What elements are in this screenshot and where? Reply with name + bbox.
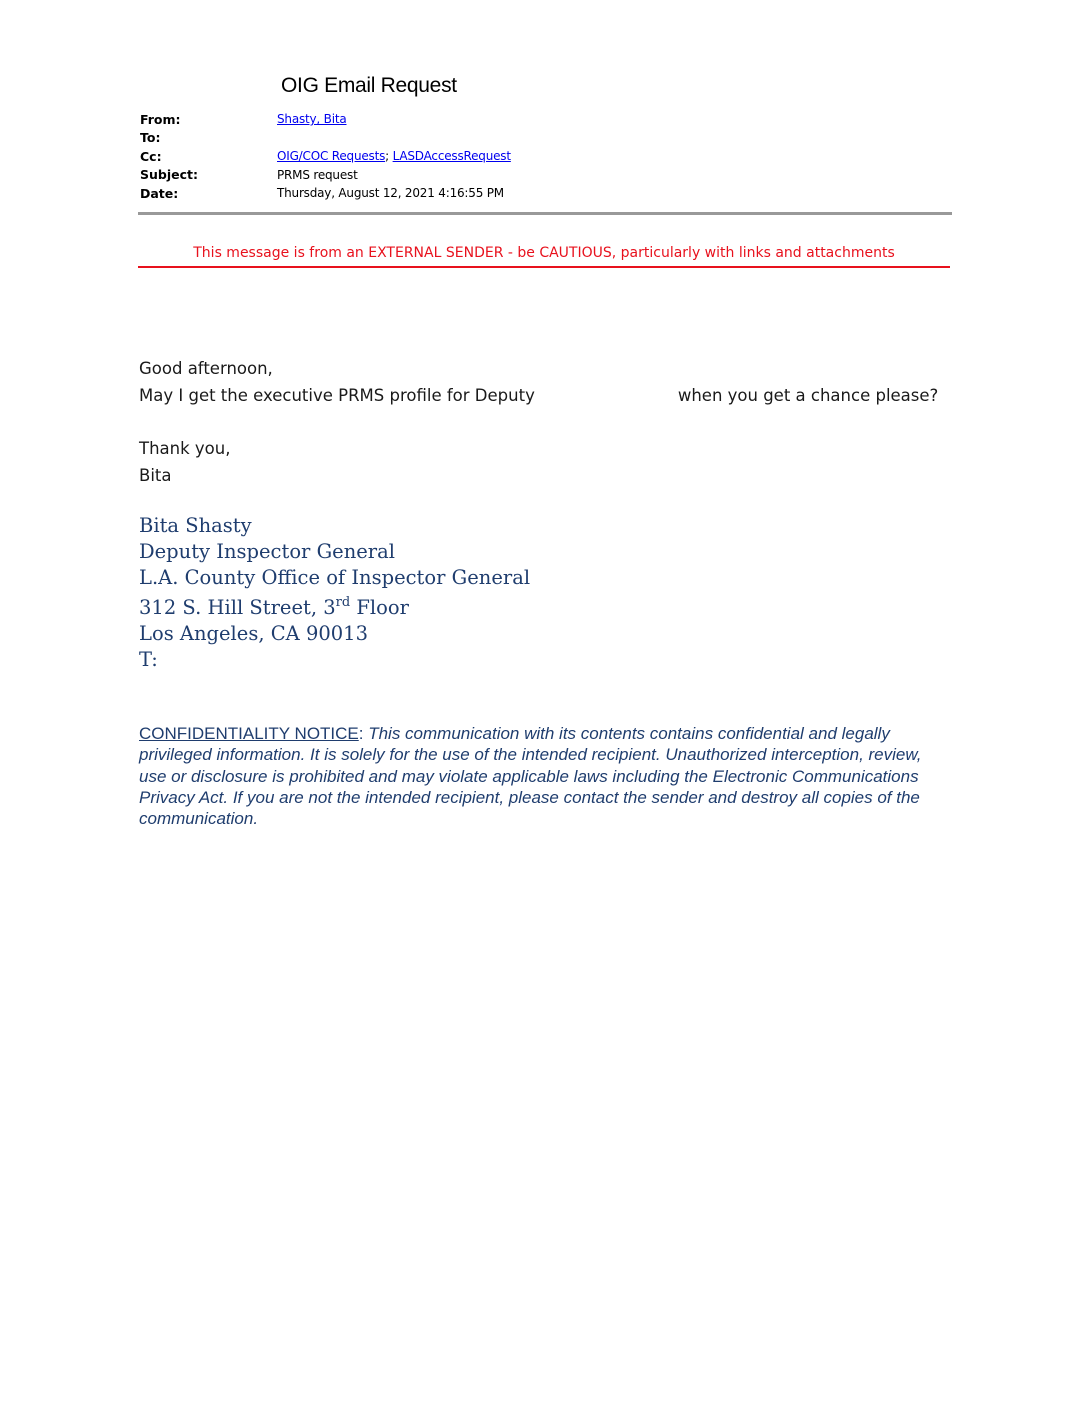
cc-link-oig-coc[interactable]: OIG/COC Requests	[277, 149, 386, 164]
warning-underline	[138, 266, 950, 268]
subject-value: PRMS request	[277, 167, 358, 182]
email-body	[139, 355, 938, 489]
signature-address	[139, 595, 530, 621]
cc-label: Cc:	[140, 148, 162, 164]
email-signature	[139, 513, 530, 673]
notice-colon: :	[358, 724, 369, 743]
address-floor: Floor	[350, 596, 409, 619]
date-label: Date:	[140, 185, 179, 201]
email-header	[140, 110, 511, 203]
closing: Thank you,	[139, 439, 231, 458]
header-row-to	[140, 129, 511, 148]
date-value: Thursday, August 12, 2021 4:16:55 PM	[277, 186, 504, 201]
cc-separator: ;	[385, 149, 393, 164]
external-sender-warning: This message is from an EXTERNAL SENDER - be CAUTIOUS, particularly with links and attachments	[193, 245, 895, 261]
address-ordinal: rd	[335, 595, 351, 610]
to-label: To:	[140, 130, 161, 146]
signature-phone-label: T:	[139, 648, 158, 671]
cc-value	[277, 149, 511, 163]
header-row-from	[140, 110, 511, 129]
signature-city: Los Angeles, CA 90013	[139, 622, 368, 645]
from-label: From:	[140, 111, 181, 127]
request-part-1: May I get the executive PRMS profile for Deputy	[139, 386, 535, 405]
greeting: Good afternoon,	[139, 359, 273, 378]
notice-text: This communication with its contents contains confidential and legally privileged information. It is solely for the use of the intended recipient. Unauthorized interception, review, use or disclosure is prohibited and may violate applicable laws including the Electronic Communications Privacy Act. If you are not the intended recipient, please contact the sender and destroy all copies of the communication.	[139, 724, 922, 829]
cc-link-lasd[interactable]: LASDAccessRequest	[392, 149, 511, 164]
signature-position: Deputy Inspector General	[139, 540, 395, 563]
document-title: OIG Email Request	[281, 74, 457, 97]
notice-label: CONFIDENTIALITY NOTICE	[139, 724, 359, 743]
from-link[interactable]: Shasty, Bita	[277, 112, 347, 127]
confidentiality-notice	[139, 723, 951, 829]
signature-name: Bita Shasty	[139, 514, 252, 537]
header-row-subject	[140, 166, 511, 185]
header-row-cc	[140, 147, 511, 166]
request-part-2: when you get a chance please?	[677, 386, 939, 405]
signature-office: L.A. County Office of Inspector General	[139, 566, 531, 589]
request-line	[139, 382, 938, 409]
from-value	[277, 112, 347, 126]
header-divider	[138, 212, 952, 215]
header-row-date	[140, 184, 511, 203]
address-street: 312 S. Hill Street, 3	[139, 596, 336, 619]
subject-label: Subject:	[140, 167, 198, 183]
sender-first-name: Bita	[139, 466, 172, 485]
